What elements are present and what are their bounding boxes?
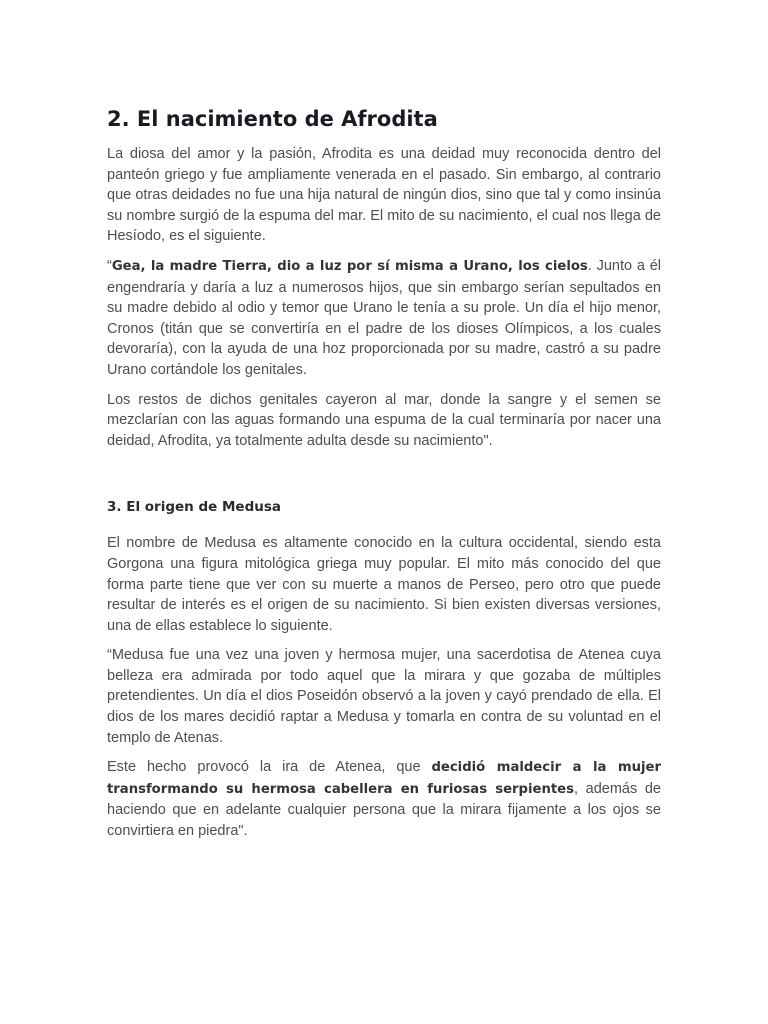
paragraph-medusa-curse-start: Este hecho provocó la ira de Atenea, que <box>107 759 432 776</box>
document-content <box>107 104 661 842</box>
section-heading-medusa: 3. El origen de Medusa <box>107 499 281 516</box>
paragraph-medusa-curse <box>107 757 661 841</box>
paragraph-afrodita-myth-text: . Junto a él engendraría y daría a luz a numerosos hijos, que sin embargo serían sepultados en su madre debido al odio y temor que Urano le tenía a su prole. Un día el hijo menor, Cronos (titán que se convertiría en el padre de los dioses Olímpicos, a los cuales devoraría), con la ayuda de una hoz proporcionada por su madre, castró a su padre Urano cortándole los genitales. <box>107 257 662 378</box>
open-quote: “ <box>107 257 112 274</box>
bold-phrase-curse: decidió maldecir a la mujer transformando su hermosa cabellera en furiosas serpientes <box>107 760 661 797</box>
paragraph-afrodita-intro: La diosa del amor y la pasión, Afrodita es una deidad muy reconocida dentro del panteón griego y fue ampliamente venerada en el pasado. Sin embargo, al contrario que otras deidades no fue una hija natural de ningún dios, sino que tal y como insinúa su nombre surgió de la espuma del mar. El mito de su nacimiento, el cual nos llega de Hesíodo, es el siguiente. <box>107 146 661 245</box>
bold-phrase-gea: Gea, la madre Tierra, dio a luz por sí misma a Urano, los cielos <box>111 258 588 274</box>
paragraph-afrodita-myth <box>107 256 661 381</box>
paragraph-medusa-intro: El nombre de Medusa es altamente conocido en la cultura occidental, siendo esta Gorgona una figura mitológica griega muy popular. El mito más conocido del que forma parte tiene que ver con su muerte a manos de Perseo, pero otro que puede resultar de interés es el origen de su nacimiento. Si bien existen diversas versiones, una de ellas establece lo siguiente. <box>107 535 661 634</box>
paragraph-medusa-myth: “Medusa fue una vez una joven y hermosa mujer, una sacerdotisa de Atenea cuya belleza era admirada por todo aquel que la mirara y que gozaba de múltiples pretendientes. Un día el dios Poseidón observó a la joven y cayó prendado de ella. El dios de los mares decidió raptar a Medusa y tomarla en contra de su voluntad en el templo de Atenas. <box>107 647 661 746</box>
paragraph-medusa-curse-end: , además de haciendo que en adelante cualquier persona que la mirara fijamente a los ojos se convirtiera en piedra". <box>107 780 661 840</box>
paragraph-afrodita-birth: Los restos de dichos genitales cayeron al mar, donde la sangre y el semen se mezclarían con las aguas formando una espuma de la cual terminaría por nacer una deidad, Afrodita, ya totalmente adulta desde su nacimiento". <box>107 391 661 449</box>
section-heading-afrodita: 2. El nacimiento de Afrodita <box>107 107 438 131</box>
